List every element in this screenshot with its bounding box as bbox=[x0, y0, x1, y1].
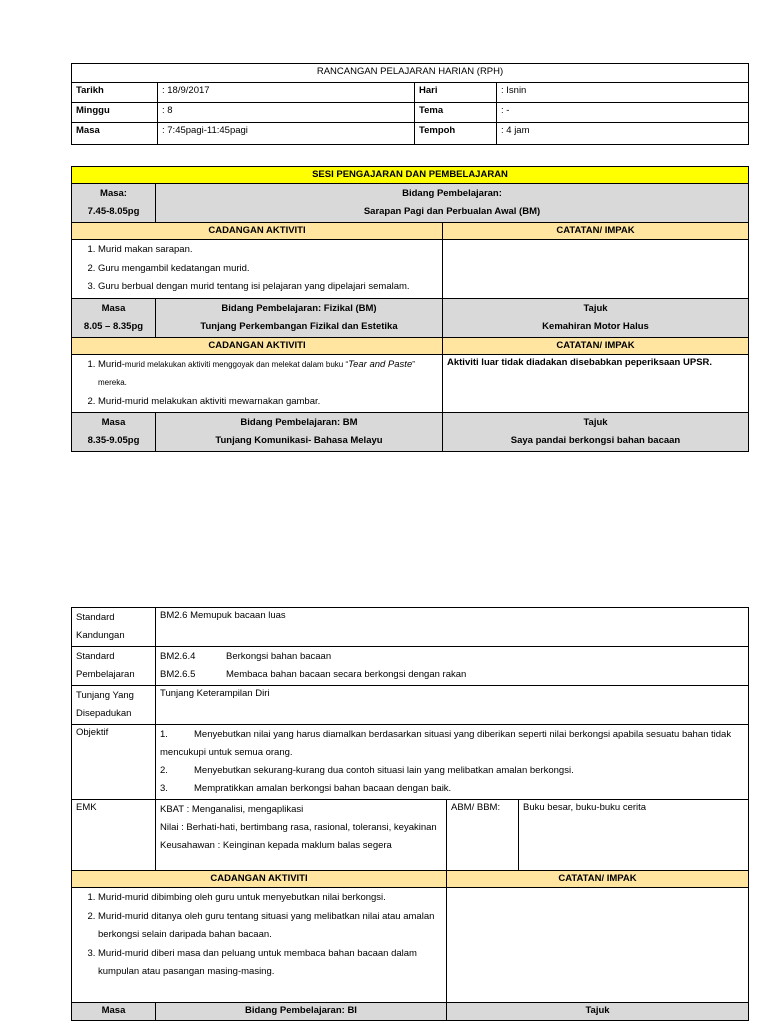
block2-tajuk-label: Tajuk bbox=[583, 302, 608, 314]
sesi-title: SESI PENGAJARAN DAN PEMBELAJARAN bbox=[72, 167, 749, 184]
block3-bidang-value: Tunjang Komunikasi- Bahasa Melayu bbox=[215, 435, 383, 446]
rph-title: RANCANGAN PELAJARAN HARIAN (RPH) bbox=[72, 64, 749, 83]
block1-masa-value: 7.45-8.05pg bbox=[87, 206, 140, 217]
hari-value: : Isnin bbox=[497, 83, 749, 103]
footer-masa-label: Masa bbox=[72, 1003, 156, 1021]
block3-bidang bbox=[156, 413, 443, 452]
masa-value: : 7:45pagi-11:45pagi bbox=[158, 123, 415, 145]
block1-masa-label: Masa: bbox=[100, 188, 127, 199]
block1-cadangan-header: CADANGAN AKTIVITI bbox=[72, 223, 443, 240]
list-item: 3. Murid-murid diberi masa dan peluang untuk membaca bahan bacaan dalam kumpulan atau pasangan masing-masing. bbox=[98, 945, 436, 982]
minggu-label: Minggu bbox=[72, 103, 158, 123]
block1-catatan-header: CATATAN/ IMPAK bbox=[443, 223, 749, 240]
block3-tajuk-label: Tajuk bbox=[583, 417, 608, 428]
footer-bidang-label: Bidang Pembelajaran: BI bbox=[156, 1003, 447, 1021]
block2-bidang-label: Bidang Pembelajaran: Fizikal (BM) bbox=[221, 302, 377, 314]
tunjang-value: Tunjang Keterampilan Diri bbox=[156, 686, 749, 725]
block3-bidang-label: Bidang Pembelajaran: BM bbox=[240, 417, 358, 428]
block3-masa-label: Masa bbox=[101, 417, 126, 428]
footer-tajuk-label: Tajuk bbox=[447, 1003, 749, 1021]
nilai-line: Nilai : Berhati-hati, bertimbang rasa, rasional, toleransi, keyakinan bbox=[160, 822, 437, 833]
tarikh-label: Tarikh bbox=[72, 83, 158, 103]
sesi-table bbox=[71, 166, 749, 452]
block2-catatan-header: CATATAN/ IMPAK bbox=[443, 337, 749, 354]
hari-label: Hari bbox=[415, 83, 497, 103]
block1-bidang bbox=[156, 184, 749, 223]
minggu-value: : 8 bbox=[158, 103, 415, 123]
tempoh-value: : 4 jam bbox=[497, 123, 749, 145]
standard-kandungan-label: Standard Kandungan bbox=[72, 608, 156, 647]
tema-value: : - bbox=[497, 103, 749, 123]
detail-catatan bbox=[447, 888, 749, 1003]
objektif-label: Objektif bbox=[72, 725, 156, 800]
masa-label: Masa bbox=[72, 123, 158, 145]
block2-tajuk-value: Kemahiran Motor Halus bbox=[542, 320, 649, 332]
detail-cadangan-header: CADANGAN AKTIVITI bbox=[72, 871, 447, 888]
detail-activities bbox=[72, 888, 447, 1003]
emk-value bbox=[156, 800, 447, 871]
block3-tajuk bbox=[443, 413, 749, 452]
detail-table bbox=[71, 607, 749, 1021]
block2-cadangan-header: CADANGAN AKTIVITI bbox=[72, 337, 443, 354]
block2-masa-value: 8.05 – 8.35pg bbox=[83, 320, 144, 332]
list-item: 3. Guru berbual dengan murid tentang isi pelajaran yang dipelajari semalam. bbox=[98, 278, 438, 297]
standard-pembelajaran-label: Standard Pembelajaran bbox=[72, 647, 156, 686]
abm-label: ABM/ BBM: bbox=[447, 800, 519, 871]
standard-pembelajaran-value: BM2.6.4 Berkongsi bahan bacaan BM2.6.5 Membaca bahan bacaan secara berkongsi dengan rakan bbox=[156, 647, 749, 686]
tema-label: Tema bbox=[415, 103, 497, 123]
list-item: 1. Murid-murid melakukan aktiviti menggoyak dan melekat dalam buku “Tear and Paste” mereka. bbox=[98, 356, 438, 393]
rph-header-table bbox=[71, 63, 749, 145]
list-item: 2. Guru mengambil kedatangan murid. bbox=[98, 260, 438, 279]
block3-masa-value: 8.35-9.05pg bbox=[87, 435, 140, 446]
emk-label: EMK bbox=[72, 800, 156, 871]
standard-kandungan-value: BM2.6 Memupuk bacaan luas bbox=[156, 608, 749, 647]
detail-catatan-header: CATATAN/ IMPAK bbox=[447, 871, 749, 888]
block2-bidang bbox=[156, 298, 443, 337]
list-item: 1. Murid makan sarapan. bbox=[98, 241, 438, 260]
list-item: 1. Murid-murid dibimbing oleh guru untuk menyebutkan nilai berkongsi. bbox=[98, 889, 436, 908]
block1-activities bbox=[72, 240, 443, 299]
list-item: 2. Murid-murid ditanya oleh guru tentang situasi yang melibatkan nilai atau amalan berkongsi selain daripada bahan bacaan. bbox=[98, 908, 436, 945]
block1-bidang-value: Sarapan Pagi dan Perbualan Awal (BM) bbox=[363, 206, 541, 217]
tunjang-label: Tunjang Yang Disepadukan bbox=[72, 686, 156, 725]
tempoh-label: Tempoh bbox=[415, 123, 497, 145]
list-item: 2. Murid-murid melakukan aktiviti mewarnakan gambar. bbox=[98, 393, 438, 412]
block3-tajuk-value: Saya pandai berkongsi bahan bacaan bbox=[510, 435, 681, 446]
block1-masa bbox=[72, 184, 156, 223]
block1-bidang-label: Bidang Pembelajaran: bbox=[402, 188, 502, 199]
block2-bidang-value: Tunjang Perkembangan Fizikal dan Estetika bbox=[200, 320, 398, 332]
block2-tajuk bbox=[443, 298, 749, 337]
tarikh-value: : 18/9/2017 bbox=[158, 83, 415, 103]
abm-value: Buku besar, buku-buku cerita bbox=[519, 800, 749, 871]
objektif-value: 1. Menyebutkan nilai yang harus diamalkan berdasarkan situasi yang diberikan seperti nilai berkongsi apabila sesuatu bahan tidak mencukupi untuk semua orang. 2. Menyebutkan sekurang-kurang dua contoh situasi lain yang melibatkan amalan berkongsi. 3. Mempratikkan amalan berkongsi bahan bacaan dengan baik. bbox=[156, 725, 749, 800]
kbat-line: KBAT : Menganalisi, mengaplikasi bbox=[160, 804, 304, 815]
block2-masa bbox=[72, 298, 156, 337]
block2-catatan: Aktiviti luar tidak diadakan disebabkan peperiksaan UPSR. bbox=[443, 354, 749, 413]
block1-catatan bbox=[443, 240, 749, 299]
block2-activities bbox=[72, 354, 443, 413]
keusahawan-line: Keusahawan : Keinginan kepada maklum balas segera bbox=[160, 840, 392, 851]
block2-masa-label: Masa bbox=[101, 302, 126, 314]
block3-masa bbox=[72, 413, 156, 452]
